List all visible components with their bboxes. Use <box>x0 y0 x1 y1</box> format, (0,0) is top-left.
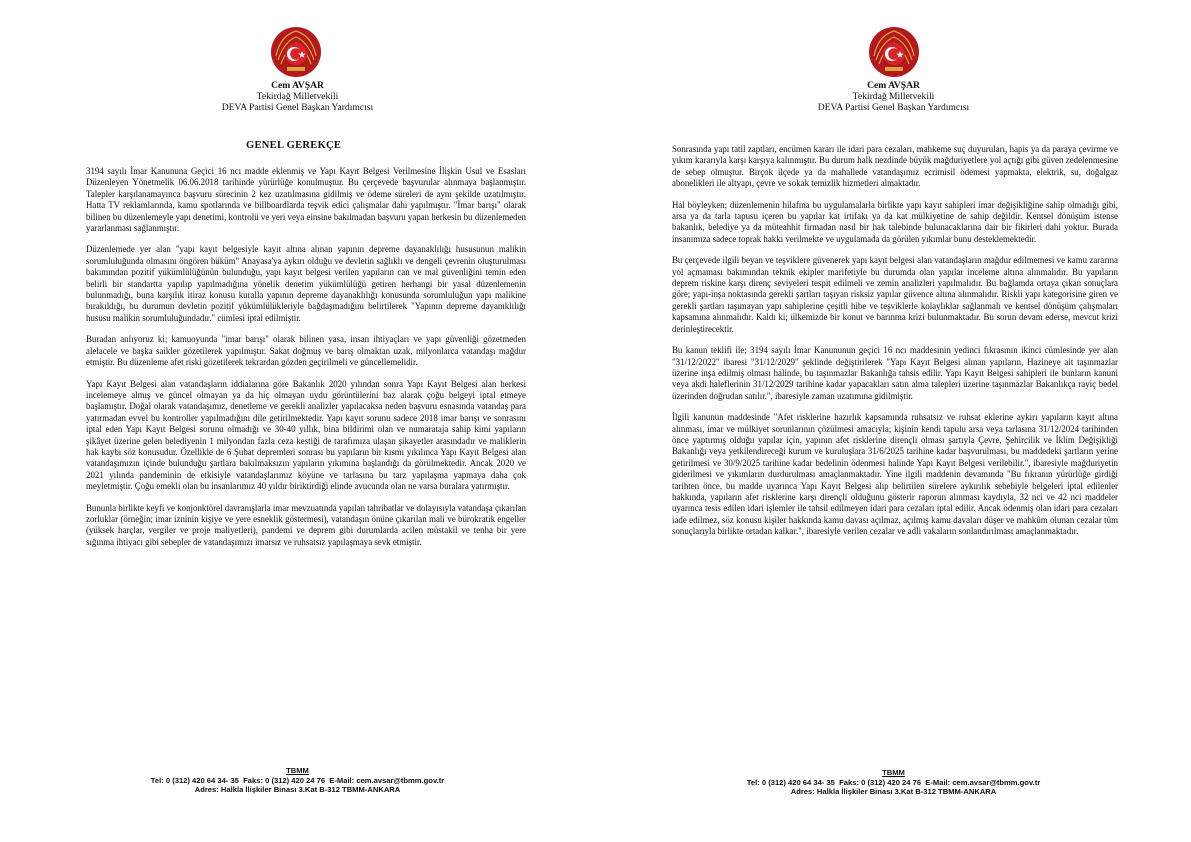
tel-value: 0 (312) 420 64 34- 35 <box>165 775 239 785</box>
mp-district: Tekirdağ Milletvekili <box>256 91 339 102</box>
letterhead <box>596 80 1191 113</box>
document-title: GENEL GEREKÇE <box>246 140 342 151</box>
footer-address <box>596 787 1191 797</box>
email-label: E-Mail: <box>925 777 951 787</box>
letterhead <box>0 80 595 113</box>
mp-role: DEVA Partisi Genel Başkan Yardımcısı <box>817 102 970 113</box>
page-body-right <box>672 144 1118 548</box>
address-value: Halkla İlişkiler Binası 3.Kat B-312 TBMM-ANKARA <box>220 785 401 795</box>
footer-org: TBMM <box>286 766 309 775</box>
page-footer <box>596 768 1191 797</box>
paragraph: Bununla birlikte keyfi ve konjonktörel davranışlarla imar mevzuatında yapılan tahribatlar ve dolayısıyla vatandaşa çıkarılan zorluklar (örneğin; imar izninin kişiye ve yere esneklik göstermesi), vatandaşın önüne çıkarılan mali ve bürokratik engeller (yüksek harçlar, vergiler ve proje maliyetleri), pandemi ve deprem gibi durumlarda acilen müstakil ve tenha bir yere sığınma ihtiyacı gibi sebepler de vatandaşımızı imarsız ve ruhsatsız yapılaşmaya sevk etmiştir. <box>86 502 526 547</box>
paragraph: 3194 sayılı İmar Kanununa Geçici 16 ncı madde eklenmiş ve Yapı Kayıt Belgesi Verilmesine İlişkin Usul ve Esasları Düzenleyen Yönetmelik 06.06.2018 tarihinde yürürlüğe konulmuştur. Bu çerçevede başvurular alınmaya başlanmıştır. Talepler karşılanamayınca başvuru sürecinin 2 kez uzatılmasına gidilmiş ve ödeme süreleri de aynı şekilde uzatılmıştır. Hatta TV reklamlarında, kamu spotlarında ve billboardlarda teşvik edici çalışmalar dahi yapılmıştır. "İmar barışı" olarak bilinen bu düzenlemeyle yapı denetimi, kontrolü ve yeri veya einsine bakılmadan başvuru yapan herkesin bu düzenlemeden yararlanması sağlanmıştır. <box>86 166 526 234</box>
paragraph: Bu kanun teklifi ile; 3194 sayılı İmar Kanununun geçici 16 ncı maddesinin yedinci fıkrasının ikinci cümlesinde yer alan "31/12/2022" ibaresi "31/12/2029" şeklinde değiştirilerek "Yapı Kayıt Belgesi alınan yapıların, Hazineye ait taşınmazlar üzerine inşa edilmiş olması halinde, bu taşınmazlar Bakanlığa tahsis edilir. Yapı Kayıt Belgesi sahipleri ile bunların kanuni veya akdi haleflerinin 31/12/2029 tarihine kadar yapacakları satın alma talepleri üzerine taşınmazlar Bakanlıkça rayiç bedel üzerinden doğrudan satılır.", ibaresiyle zaman uzatımına gidilmiştir. <box>672 345 1118 401</box>
email-value[interactable]: cem.avsar@tbmm.gov.tr <box>952 777 1041 787</box>
document-page-right <box>596 0 1191 842</box>
tbmm-emblem-icon <box>868 26 920 78</box>
page-body-left <box>86 166 526 558</box>
footer-contact <box>0 776 595 786</box>
footer-contact <box>596 778 1191 788</box>
paragraph: Yapı Kayıt Belgesi alan vatandaşların iddialarına göre Bakanlık 2020 yılından sonra Yapı Kayıt Belgesi alan herkesi incelemeye almış ve güncel olmayan ya da hiç olmayan uydu görüntülerini baz alarak çoğu belgeyi iptal etmeye başlamıştır. Doğal olarak vatandaşımız, denetleme ve gerekli analizler yapılacaksa neden başvuru esnasında vatandaş para yatırmadan evvel bu kontroller yapılmadığını dile getirilmektedir. Yapı kayıt sorunu sadece 2018 imar barışı ve sonrasını iptal eden Yapı Kayıt Belgesi sorunu olmadığı ve 30-40 yıllık, bina bildirimi olan ve numarataja sahip kimi yapıların şikâyet üzerine gelen belediyenin 1 milyondan fazla ceza kestiği de tarafımıza ulaşan şikayetler arasındadır ve maliklerin hak kaybı söz konusudur. Özellikle de 6 Şubat depremleri sonrası bu yapıların bir kısmı yıkılınca Yapı Kayıt Belgesi alan vatandaşımızın içinde bulunduğu şartlara bakılmaksızın yapıların yıkımına başlandığı da görülmektedir. Ancak 2020 ve 2021 yılında pandeminin de etkisiyle vatandaşlarımız köyüne ve tarlasına bu tarz yapılaşma yapmaya daha çok meyletmiştir. Çoğu emekli olan bu insanlarımız 40 yıldır biriktirdiği elinde avucunda olan ne varsa buralara yatırmıştır. <box>86 378 526 492</box>
email-label: E-Mail: <box>329 775 355 785</box>
paragraph: Düzenlemede yer alan "yapı kayıt belgesiyle kayıt altına alınan yapının depreme dayanaklılığı hususunun malikin sorumluluğunda olmasını öngören hüküm" Anayasa'ya aykırı olduğu ve devletin sağlıklı ve dengeli çevrenin oluşturulması bakımından pozitif yükümlülüğünün bulunduğu, yapı kayıt belgesi verilen yapıların can ve mal güvenliğini temin eden belirli bir standartta yapılıp yapılmadığına yönelik denetim yükümlülüğü getiren herhangi bir yasal düzenlemenin bulunmadığı, buna karşılık itiraz konusu kuralla yapının depreme dayanaklılığı konusunda sorumluluğun yapı malikine bırakıldığı, bu durumun devletin pozitif yükümlülükleriyle bağdaşmadığını belirtilerek "Yapının depreme dayanıklılığı hususu malikin sorumluluğundadır." cümlesi iptal edilmiştir. <box>86 244 526 323</box>
footer-org: TBMM <box>882 768 905 777</box>
address-label: Adres: <box>194 785 219 795</box>
tel-value: 0 (312) 420 64 34- 35 <box>761 777 835 787</box>
fax-label: Faks: <box>839 777 859 787</box>
address-label: Adres: <box>790 787 815 797</box>
document-page-left <box>0 0 595 842</box>
footer-address <box>0 785 595 795</box>
mp-district: Tekirdağ Milletvekili <box>852 91 935 102</box>
page-footer <box>0 766 595 795</box>
fax-value: 0 (312) 420 24 76 <box>265 775 326 785</box>
tbmm-emblem-icon <box>270 26 322 78</box>
paragraph: Bu çerçevede ilgili beyan ve teşviklere güvenerek yapı kayıt belgesi alan vatandaşların mağdur edilmemesi ve kamu zararına yol açmaması bakımından teknik ekipler marifetiyle bu durumda olan yapılar inceleme altına alınmalıdır. Bu yapıların deprem riskine karşı direnç seviyeleri tespit edilmeli ve zemin analizleri yapılmalıdır. Bu bağlamda ortaya çıkan sonuçlara göre; yapı-inşa noktasında gerekli şartları taşıyan risksiz yapılar güvence altına alınmalıdır. Riskli yapı kategorisine giren ve gerekli şartları taşımayan yapı sahiplerine çeşitli hibe ve teşviklerle kolaylıklar sağlanmalı ve kentsel dönüşüm çalışmaları kapsamına alınmalıdır. Kaldı ki; ülkemizde bir konut ve barınma krizi bulunmaktadır. Bu sorun devam ederse, mevcut krizi derinleştirecektir. <box>672 255 1118 334</box>
paragraph: Buradan anlıyoruz ki; kamuoyunda "imar barışı" olarak bilinen yasa, insan ihtiyaçları ve yapı güvenliği gözetmeden alelacele ve başka saikler gözetilerek yapılmıştır. Sakat doğmuş ve barış olmaktan uzak, milyonlarca vatandaşı mağdur etmiştir. Bu düzenleme afet riski gözetilerek tekrardan gözden geçirilmeli ve güncellemelidir. <box>86 334 526 368</box>
mp-name: Cem AVŞAR <box>271 80 324 91</box>
mp-role: DEVA Partisi Genel Başkan Yardımcısı <box>221 102 374 113</box>
fax-label: Faks: <box>243 775 263 785</box>
paragraph: Sonrasında yapı tatil zaptları, encümen kararı ile idari para cezaları, mahkeme suç duyuruları, hapis ya da paraya çevirme ve yıkım kararıyla karşı karşıya kalınmıştır. Bu durum halk nezdinde büyük mağduriyetlere yol açtığı gibi güven zedelenmesine de sebep olmuştur. Birçok ilçede ya da mahallede vatandaşımız ecrimisil ödemesi yapmakta, elektrik, su, doğalgaz abonelikleri ile altyapı, çevre ve sokak temizlik hizmetleri almaktadır. <box>672 144 1118 189</box>
address-value: Halkla İlişkiler Binası 3.Kat B-312 TBMM-ANKARA <box>816 787 997 797</box>
tel-label: Tel: <box>150 775 164 785</box>
paragraph: Hal böyleyken; düzenlemenin hilafına bu uygulamalarla birlikte yapı kayıt sahipleri imar değişikliğine sahip olmadığı gibi, arsa ya da tarla tapusu içeren bu yapılar kat irtifakı ya da kat mülkiyetine de sahip değildir. Kentsel dönüşüm istense bakanlık, belediye ya da müteahhit firmadan nasıl bir hak talebinde bulunacaklarına dair bir fikirleri dahi yoktur. Burada insanımıza sadece toprak hakkı verilmekte ve uygulamada da görülen yıkımlar bunu desteklemektedir. <box>672 199 1118 244</box>
mp-name: Cem AVŞAR <box>867 80 920 91</box>
paragraph: İlgili kanunun maddesinde "Afet risklerine hazırlık kapsamında ruhsatsız ve ruhsat eklerine aykırı yapıların kayıt altına alınması, imar ve mülkiyet sorunlarının çözülmesi amacıyla; kişinin kendi tapulu arsa veya tarlasına 31/12/2024 tarihinden önce yaptırmış olduğu yapılar için, yapının afet risklerine dirençli olması şartıyla Çevre, Şehircilik ve İklim Değişikliği Bakanlığı veya yetkilendireceği kurum ve kuruluşlara 31/6/2025 tarihine kadar başvurulması, bu maddedeki şartların yerine getirilmesi ve 30/9/2025 tarihine kadar bedelinin ödenmesi halinde Yapı Kayıt Belgesi verilebilir.", ibaresiyle mağduriyetin giderilmesi ve yıkımların durdurulması amaçlanmaktadır. Yine ilgili maddenin devamında "Bu fıkranın yürürlüğe girdiği tarihten önce, bu madde uyarınca Yapı Kayıt Belgesi alıp belirtilen sürelere aykırılık sebebiyle belgeleri iptal edilenler hakkında, yapıların afet risklerine karşı dirençli olduğunu gösterir raporun alınması kaydıyla, 32 nci ve 42 nci maddeler uyarınca tesis edilen idari işlemler ile tahsil edilmeyen idari para cezaları iptal edilir. Ancak ödenmiş olan idari para cezaları iade edilmez, söz konusu kişiler hakkında kamu davası açılmaz, açılmış kamu davaları düşer ve mahkûm olunan cezalar tüm sonuçlarıyla birlikte ortadan kalkar.", ibaresiyle verilen cezalar ve adli vakaların sonlandırılması amaçlanmaktadır. <box>672 412 1118 537</box>
fax-value: 0 (312) 420 24 76 <box>861 777 922 787</box>
tel-label: Tel: <box>746 777 760 787</box>
email-value[interactable]: cem.avsar@tbmm.gov.tr <box>356 775 445 785</box>
